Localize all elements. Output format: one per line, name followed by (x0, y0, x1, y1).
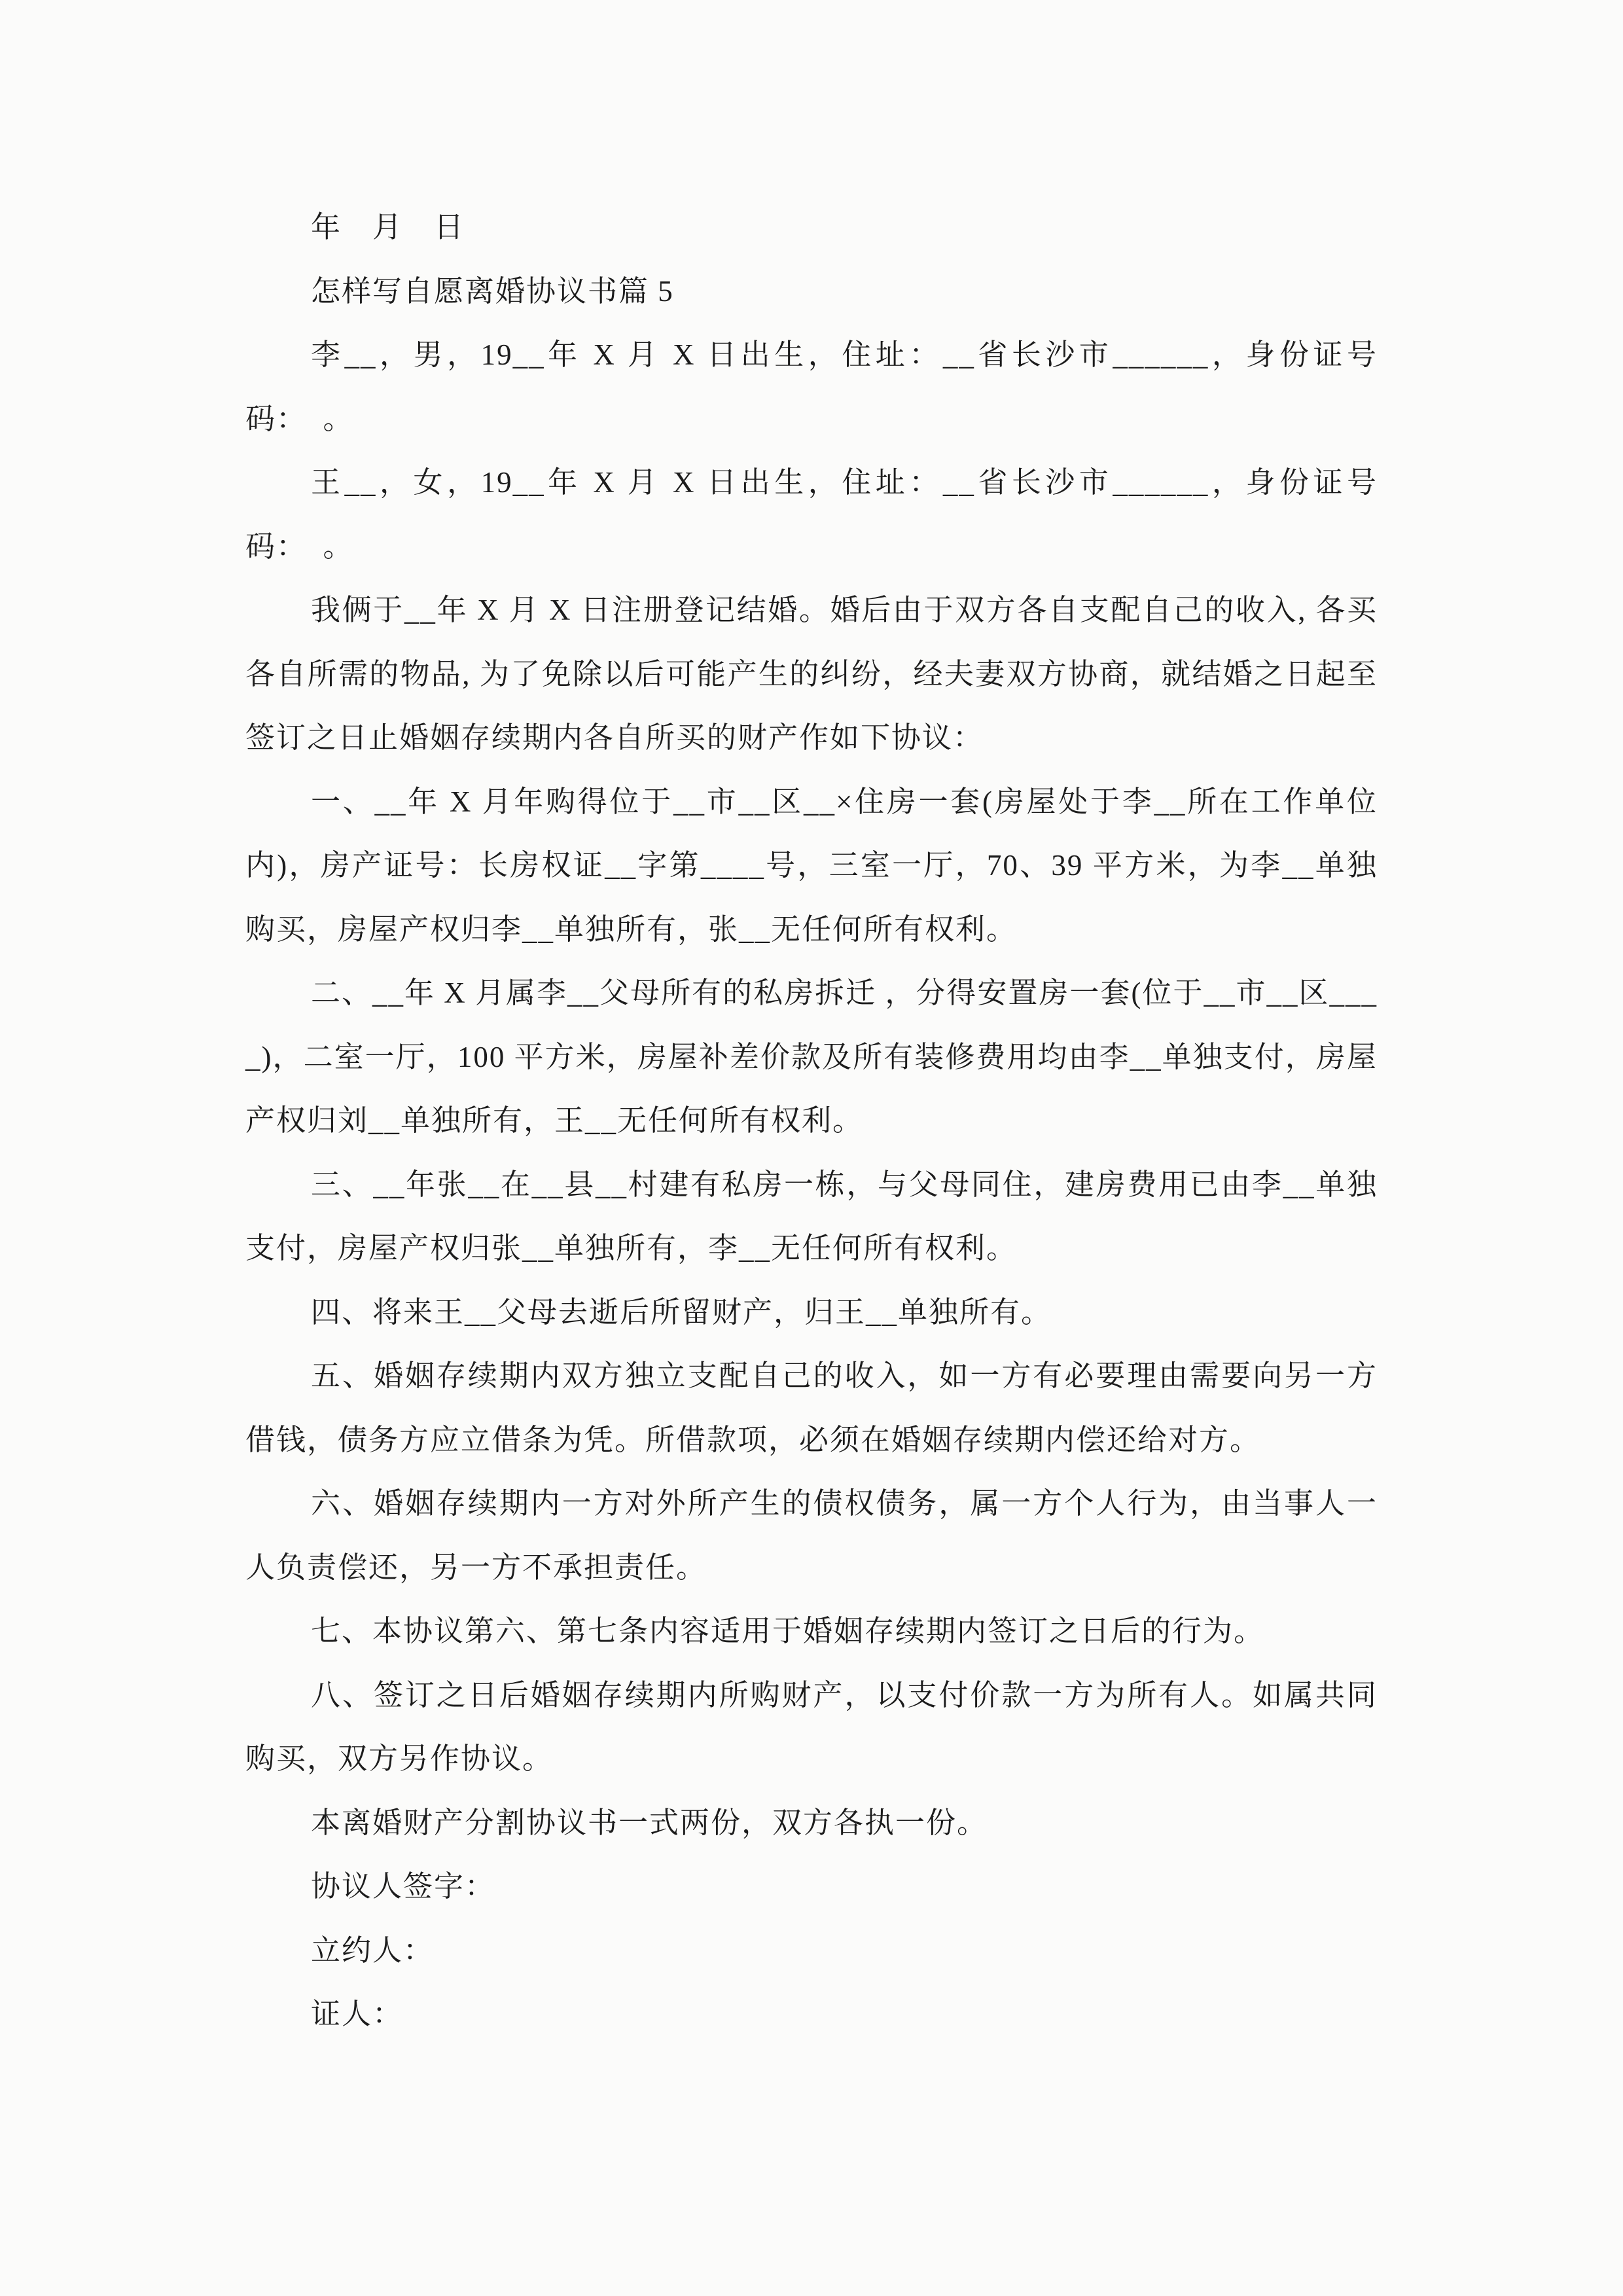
document-body (245, 196, 1378, 2047)
signature-heading: 协议人签字： (311, 1870, 496, 1903)
document-title: 怎样写自愿离婚协议书篇 5 (311, 274, 674, 308)
copies-statement: 本离婚财产分割协议书一式两份，双方各执一份。 (311, 1806, 988, 1839)
date-line: 年 月 日 (311, 211, 465, 243)
party-b-intro: 王__，女，19__年 X 月 X 日出生，住址：__省长沙市______，身份证号码： 。 (245, 466, 1378, 563)
witness-line: 证人： (311, 1998, 404, 2030)
clause-2: 二、__年 X 月属李__父母所有的私房拆迁 ，分得安置房一套(位于__市__区____)，二室一厅，100 平方米，房屋补差价款及所有装修费用均由李__单独支付，房屋产权归刘__单独所有，王__无任何所有权利。 (245, 977, 1378, 1137)
principal-line: 立约人： (311, 1933, 435, 1967)
clause-3: 三、__年张__在__县__村建有私房一栋，与父母同住，建房费用已由李__单独支付，房屋产权归张__单独所有，李__无任何所有权利。 (245, 1168, 1378, 1265)
clause-1: 一、__年 X 月年购得位于__市__区__×住房一套(房屋处于李__所在工作单位内)，房产证号：长房权证__字第____号，三室一厅，70、39 平方米，为李__单独购买，房屋产权归李__单独所有，张__无任何所有权利。 (245, 785, 1378, 946)
clause-8: 八、签订之日后婚姻存续期内所购财产，以支付价款一方为所有人。如属共同购买，双方另作协议。 (245, 1678, 1378, 1775)
preamble: 我俩于__年 X 月 X 日注册登记结婚。婚后由于双方各自支配自己的收入, 各买各自所需的物品, 为了免除以后可能产生的纠纷，经夫妻双方协商，就结婚之日起至签订之日止婚姻存续期内各自所买的财产作如下协议： (245, 594, 1378, 754)
clause-7: 七、本协议第六、第七条内容适用于婚姻存续期内签订之日后的行为。 (311, 1615, 1265, 1647)
clause-5: 五、婚姻存续期内双方独立支配自己的收入，如一方有必要理由需要向另一方借钱，债务方应立借条为凭。所借款项，必须在婚姻存续期内偿还给对方。 (245, 1359, 1378, 1456)
clause-4: 四、将来王__父母去逝后所留财产，归王__单独所有。 (311, 1295, 1052, 1329)
party-a-intro: 李__，男，19__年 X 月 X 日出生，住址：__省长沙市______，身份证号码： 。 (245, 338, 1378, 435)
clause-6: 六、婚姻存续期内一方对外所产生的债权债务，属一方个人行为，由当事人一人负责偿还，另一方不承担责任。 (245, 1487, 1378, 1584)
